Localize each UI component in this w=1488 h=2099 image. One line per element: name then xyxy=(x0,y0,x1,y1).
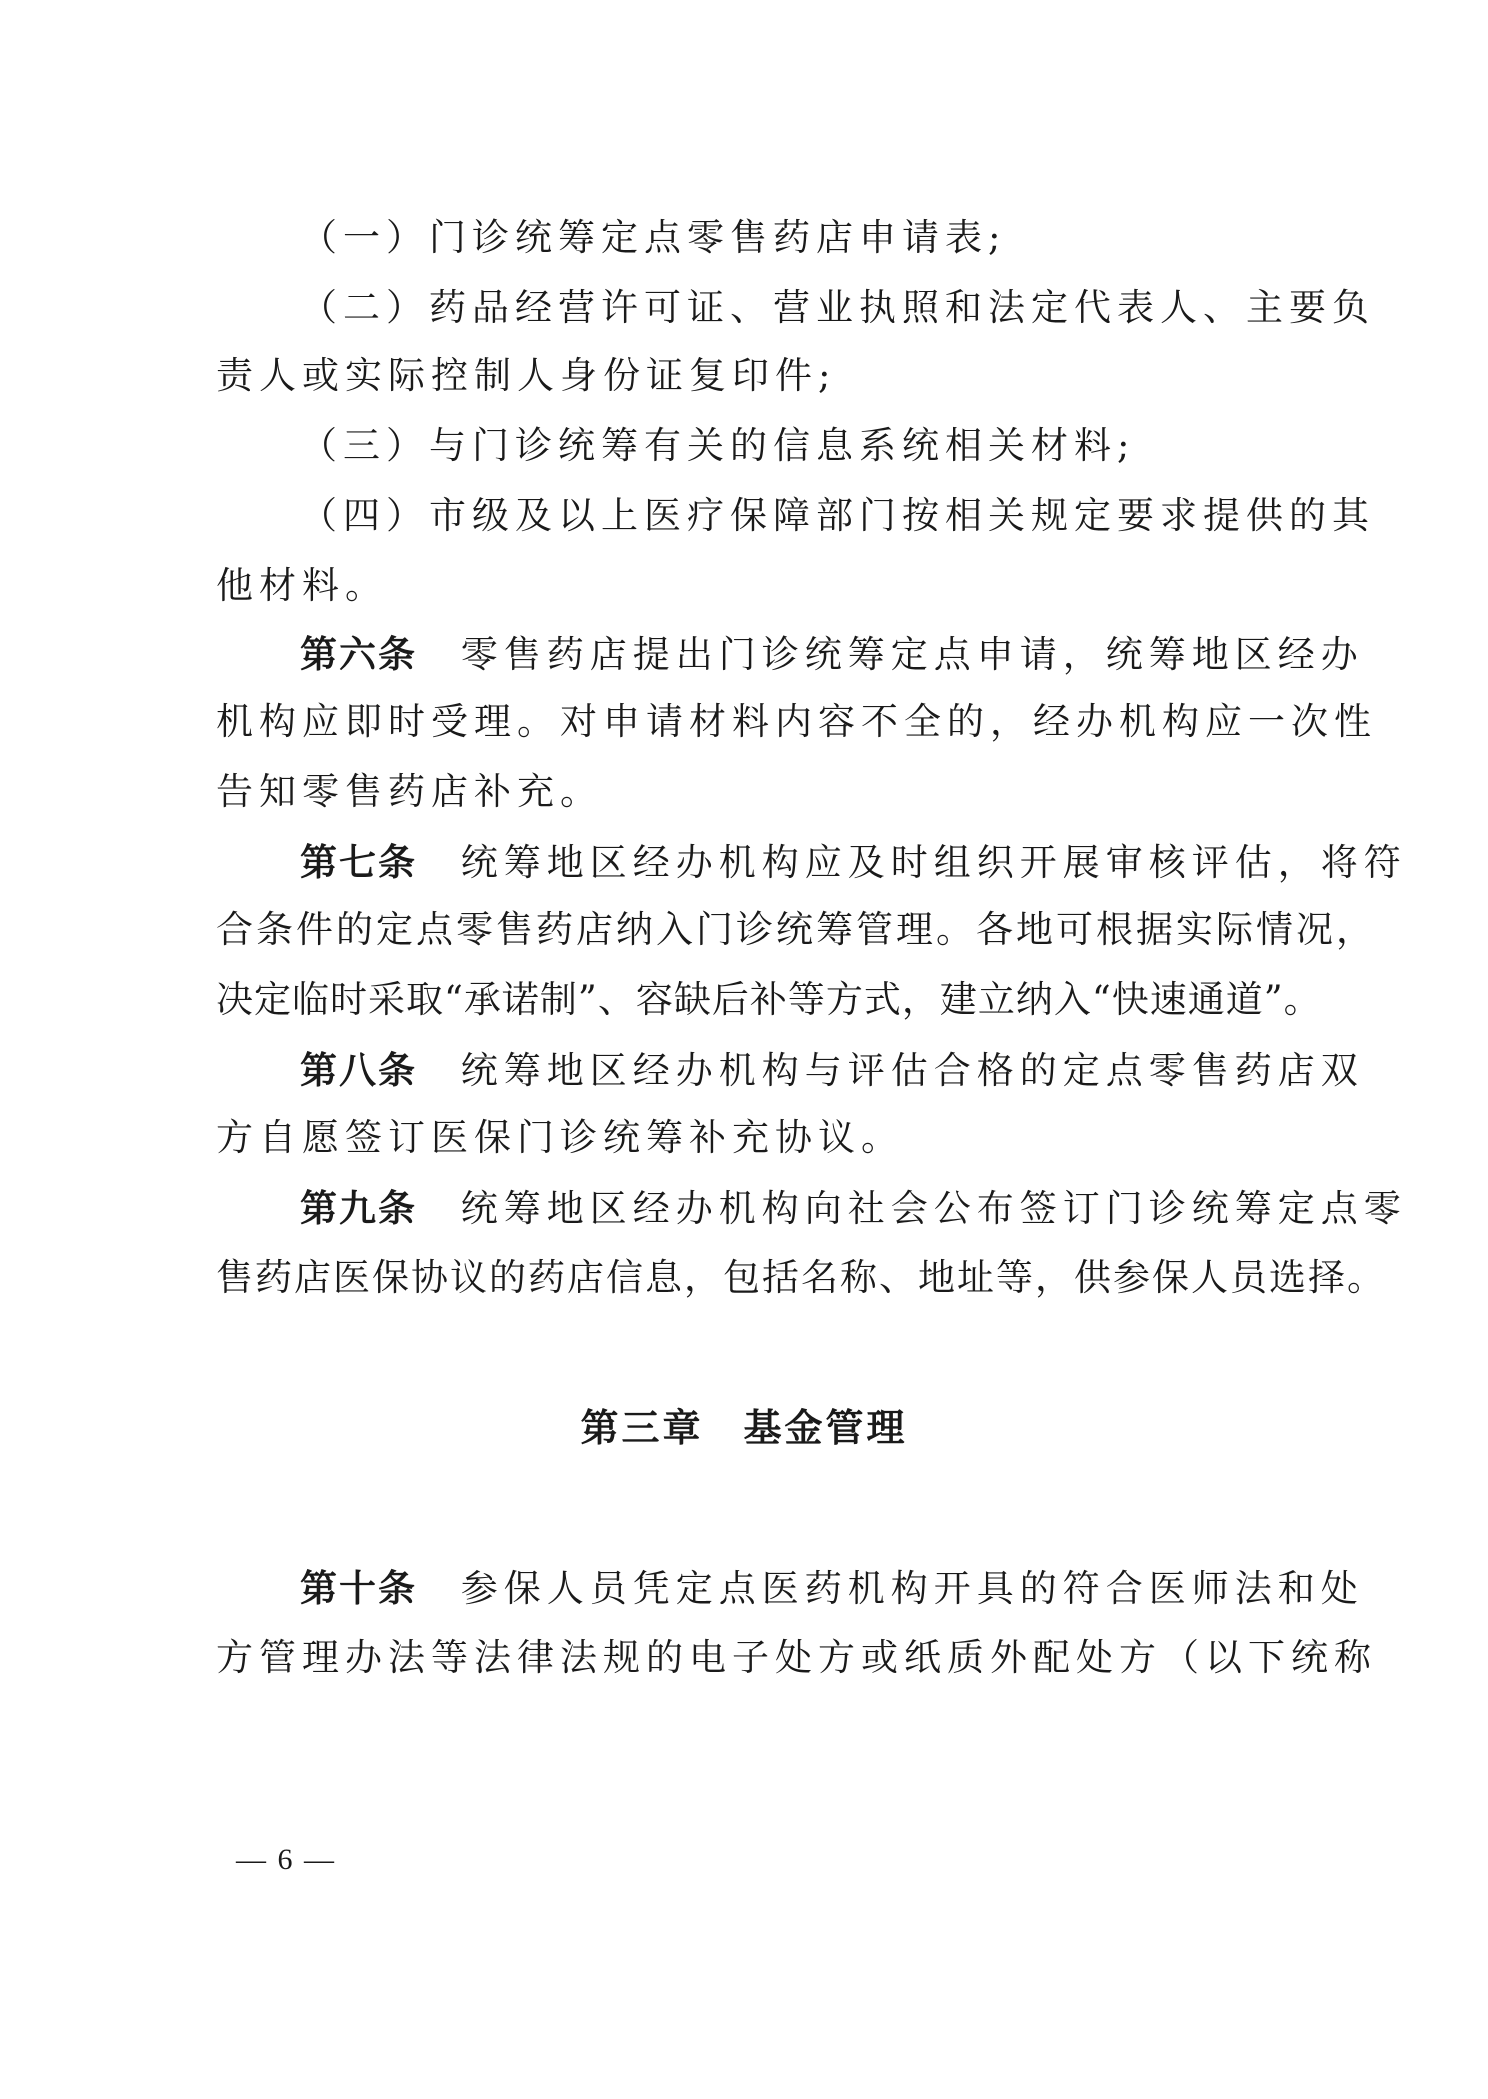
chapter-heading xyxy=(0,1402,1488,1454)
article-10-line-2: 方管理办法等法律法规的电子处方或纸质外配处方（以下统称 xyxy=(216,1636,1377,1679)
article-8-text: 统筹地区经办机构与评估合格的定点零售药店双 xyxy=(460,1049,1364,1092)
chapter-title: 基金管理 xyxy=(743,1405,908,1450)
article-10-text: 参保人员凭定点医药机构开具的符合医师法和处 xyxy=(460,1567,1364,1610)
article-9-line-2: 售药店医保协议的药店信息，包括名称、地址等，供参保人员选择。 xyxy=(216,1256,1386,1299)
article-8-line-2: 方自愿签订医保门诊统筹补充协议。 xyxy=(216,1116,904,1159)
article-6-label: 第六条 xyxy=(300,632,417,676)
chapter-number: 第三章 xyxy=(580,1405,704,1450)
article-6-line-3: 告知零售药店补充。 xyxy=(216,770,603,813)
article-9-label: 第九条 xyxy=(300,1186,417,1230)
article-7-label: 第七条 xyxy=(300,840,417,884)
article-10-label: 第十条 xyxy=(300,1566,417,1610)
article-8-label: 第八条 xyxy=(300,1048,417,1092)
article-9-text: 统筹地区经办机构向社会公布签订门诊统筹定点零 xyxy=(460,1187,1407,1230)
article-6-text: 零售药店提出门诊统筹定点申请，统筹地区经办 xyxy=(460,633,1364,676)
article-6-line-2: 机构应即时受理。对申请材料内容不全的，经办机构应一次性 xyxy=(216,700,1377,743)
item-2-line-2: 责人或实际控制人身份证复印件; xyxy=(216,354,837,397)
article-6-line-1 xyxy=(300,628,1364,681)
article-7-line-1 xyxy=(300,836,1407,889)
page-number: — 6 — xyxy=(236,1843,336,1876)
item-2-line-1: （二）药品经营许可证、营业执照和法定代表人、主要负 xyxy=(300,286,1375,329)
item-3: （三）与门诊统筹有关的信息系统相关材料; xyxy=(300,424,1136,467)
article-8-line-1 xyxy=(300,1044,1364,1097)
article-7-line-2: 合条件的定点零售药店纳入门诊统筹管理。各地可根据实际情况， xyxy=(216,908,1376,951)
article-9-line-1 xyxy=(300,1182,1407,1235)
article-10-line-1 xyxy=(300,1562,1364,1615)
item-4-line-1: （四）市级及以上医疗保障部门按相关规定要求提供的其 xyxy=(300,494,1375,537)
item-4-line-2: 他材料。 xyxy=(216,564,388,607)
item-1: （一）门诊统筹定点零售药店申请表; xyxy=(300,216,1007,259)
article-7-line-3: 决定临时采取“承诺制”、容缺后补等方式，建立纳入“快速通道”。 xyxy=(216,978,1322,1021)
article-7-text: 统筹地区经办机构应及时组织开展审核评估，将符 xyxy=(460,841,1407,884)
